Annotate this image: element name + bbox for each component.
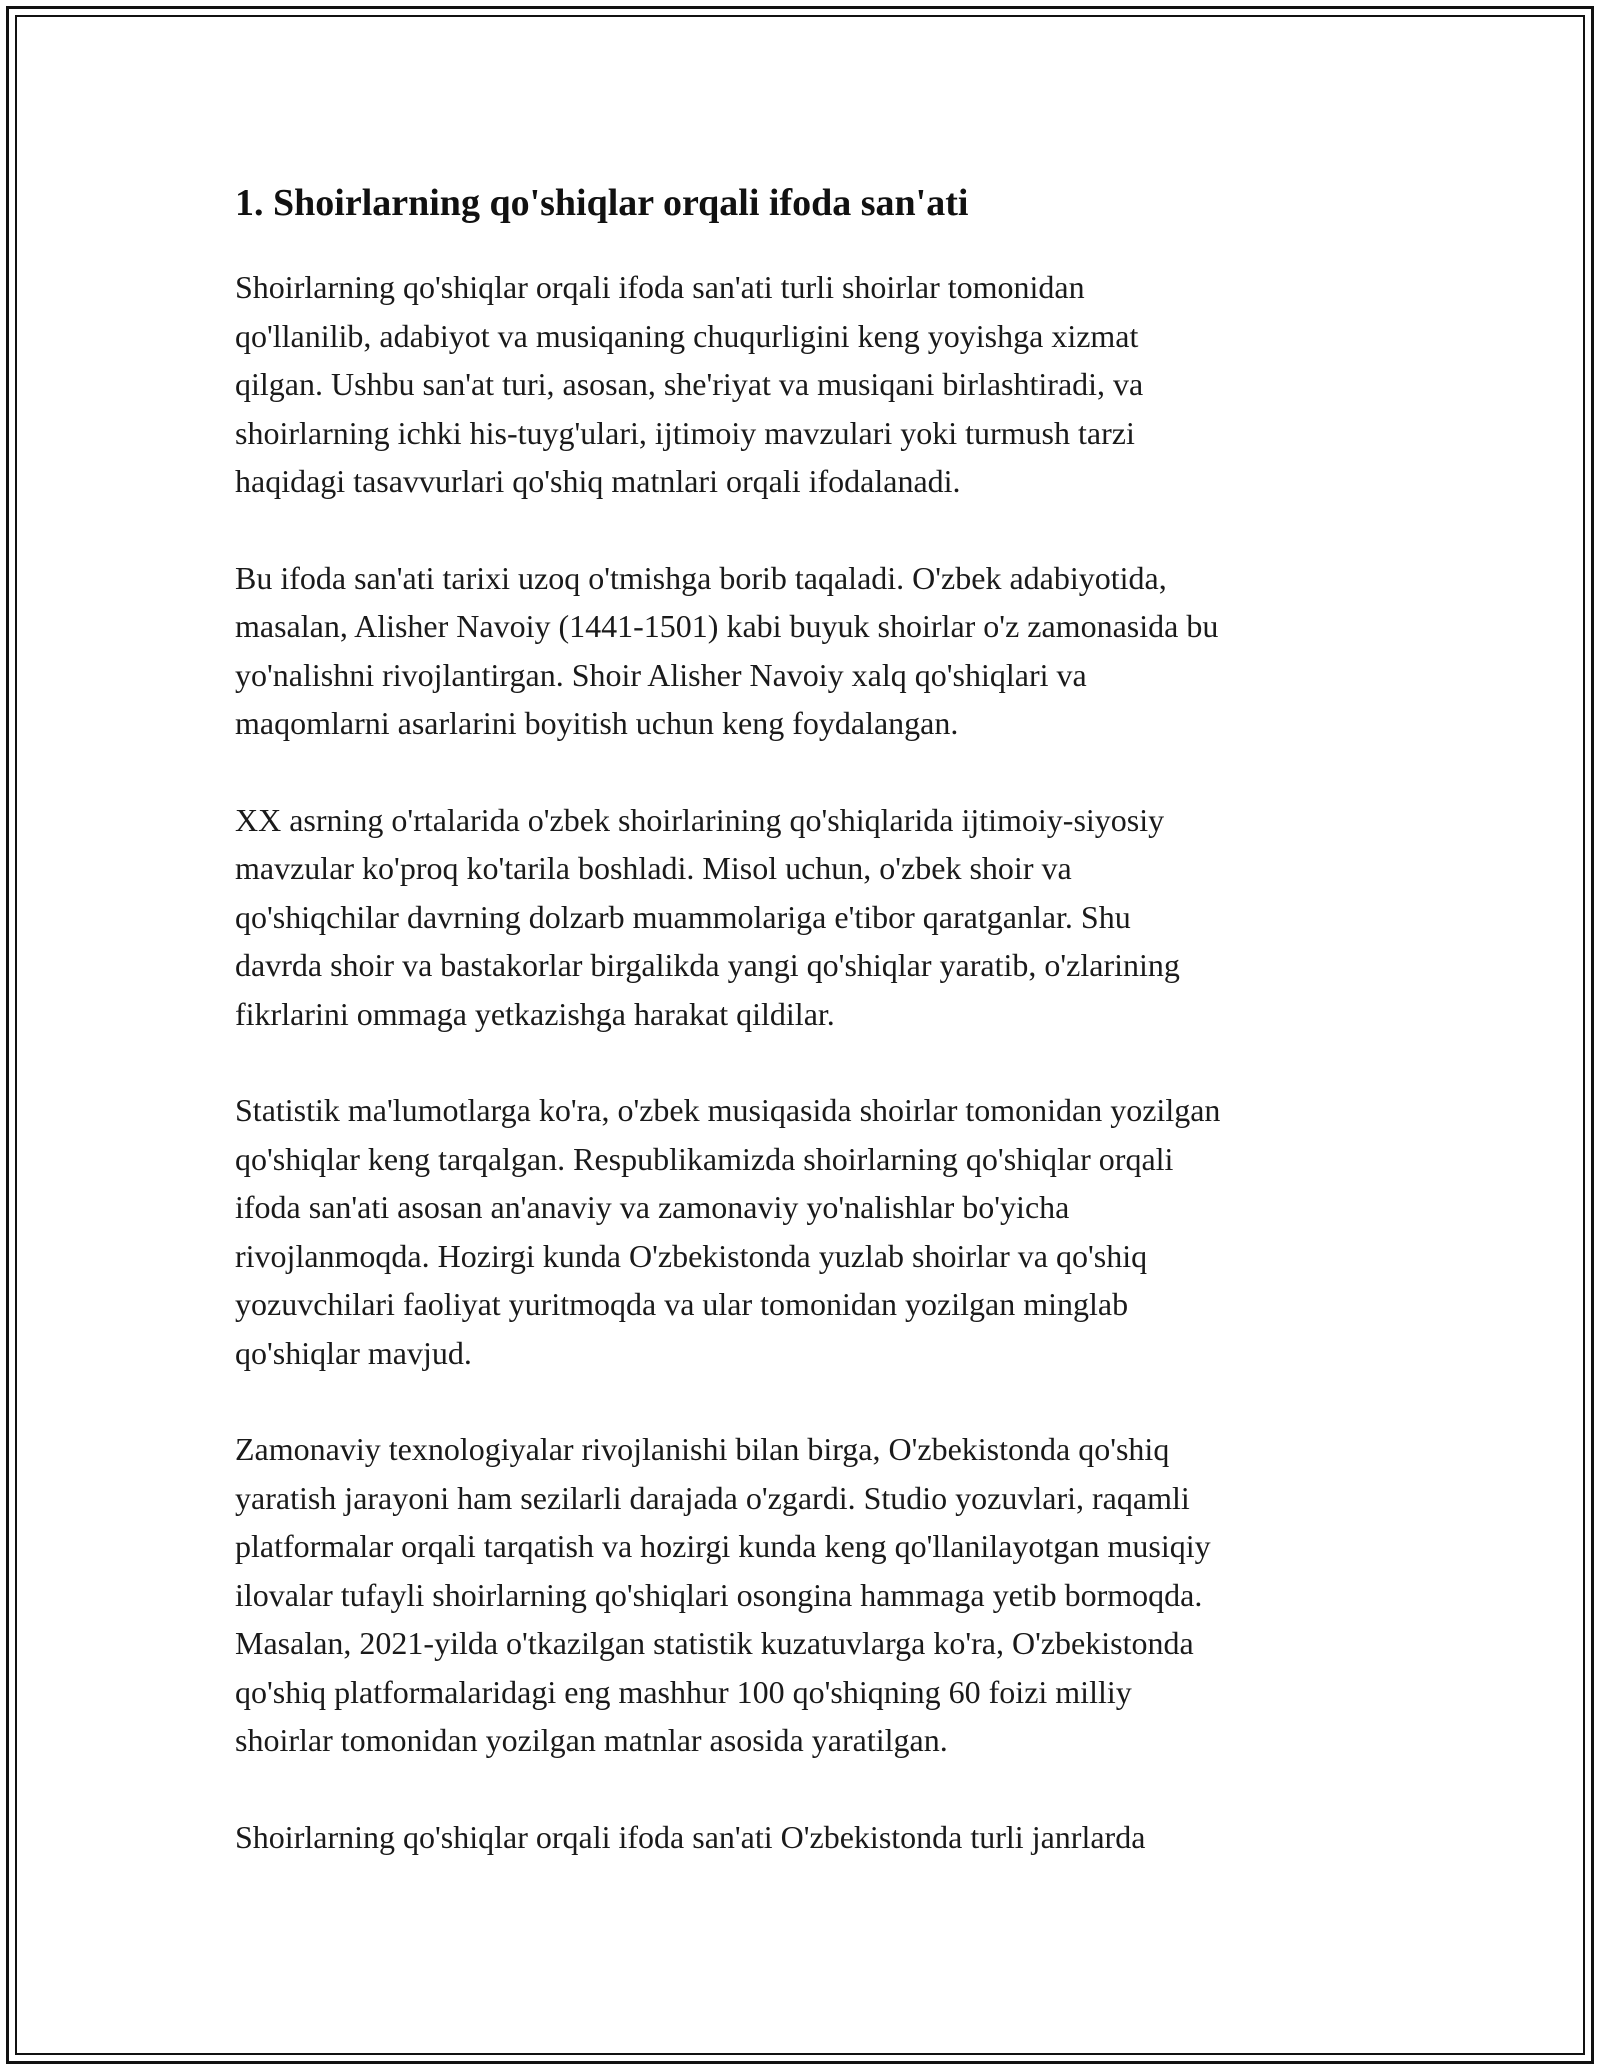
text-line: Shoirlarning qo'shiqlar orqali ifoda san'ati O'zbekistonda turli janrlarda	[235, 1818, 1146, 1855]
text-line: yo'nalishni rivojlantirgan. Shoir Alisher Navoiy xalq qo'shiqlari va	[235, 656, 1087, 693]
text-line: Shoirlarning qo'shiqlar orqali ifoda san'ati turli shoirlar tomonidan	[235, 269, 1085, 306]
text-line: Masalan, 2021-yilda o'tkazilgan statistik kuzatuvlarga ko'ra, O'zbekistonda	[235, 1625, 1194, 1662]
paragraph-6	[235, 1813, 1370, 1862]
document-body	[235, 178, 1370, 1909]
text-line: Statistik ma'lumotlarga ko'ra, o'zbek musiqasida shoirlar tomonidan yozilgan	[235, 1092, 1221, 1129]
text-line: Zamonaviy texnologiyalar rivojlanishi bilan birga, O'zbekistonda qo'shiq	[235, 1431, 1170, 1468]
paragraph-5	[235, 1425, 1370, 1765]
text-line: qo'shiqchilar davrning dolzarb muammolariga e'tibor qaratganlar. Shu	[235, 898, 1131, 935]
text-line: shoirlar tomonidan yozilgan matnlar asosida yaratilgan.	[235, 1722, 948, 1759]
paragraph-4	[235, 1086, 1370, 1377]
paragraph-2	[235, 554, 1370, 748]
text-line: masalan, Alisher Navoiy (1441-1501) kabi buyuk shoirlar o'z zamonasida bu	[235, 608, 1219, 645]
text-line: rivojlanmoqda. Hozirgi kunda O'zbekistonda yuzlab shoirlar va qo'shiq	[235, 1237, 1148, 1274]
paragraph-3	[235, 796, 1370, 1039]
text-line: qilgan. Ushbu san'at turi, asosan, she'riyat va musiqani birlashtiradi, va	[235, 366, 1144, 403]
text-line: yozuvchilari faoliyat yuritmoqda va ular tomonidan yozilgan minglab	[235, 1286, 1129, 1323]
text-line: qo'llanilib, adabiyot va musiqaning chuqurligini keng yoyishga xizmat	[235, 317, 1139, 354]
text-line: maqomlarni asarlarini boyitish uchun keng foydalangan.	[235, 705, 959, 742]
text-line: ilovalar tufayli shoirlarning qo'shiqlari osongina hammaga yetib bormoqda.	[235, 1576, 1203, 1613]
text-line: qo'shiqlar mavjud.	[235, 1334, 472, 1371]
text-line: shoirlarning ichki his-tuyg'ulari, ijtimoiy mavzulari yoki turmush tarzi	[235, 414, 1135, 451]
text-line: Bu ifoda san'ati tarixi uzoq o'tmishga borib taqaladi. O'zbek adabiyotida,	[235, 559, 1167, 596]
text-line: qo'shiqlar keng tarqalgan. Respublikamizda shoirlarning qo'shiqlar orqali	[235, 1140, 1174, 1177]
text-line: platformalar orqali tarqatish va hozirgi kunda keng qo'llanilayotgan musiqiy	[235, 1528, 1211, 1565]
text-line: haqidagi tasavvurlari qo'shiq matnlari orqali ifodalanadi.	[235, 463, 961, 500]
text-line: yaratish jarayoni ham sezilarli darajada o'zgardi. Studio yozuvlari, raqamli	[235, 1479, 1190, 1516]
text-line: qo'shiq platformalaridagi eng mashhur 100 qo'shiqning 60 foizi milliy	[235, 1673, 1132, 1710]
paragraph-1	[235, 263, 1370, 506]
text-line: fikrlarini ommaga yetkazishga harakat qildilar.	[235, 995, 835, 1032]
section-title: 1. Shoirlarning qo'shiqlar orqali ifoda san'ati	[235, 182, 969, 224]
text-line: ifoda san'ati asosan an'anaviy va zamonaviy yo'nalishlar bo'yicha	[235, 1189, 1070, 1226]
text-line: XX asrning o'rtalarida o'zbek shoirlarining qo'shiqlarida ijtimoiy-siyosiy	[235, 801, 1165, 838]
text-line: mavzular ko'proq ko'tarila boshladi. Misol uchun, o'zbek shoir va	[235, 850, 1072, 887]
text-line: davrda shoir va bastakorlar birgalikda yangi qo'shiqlar yaratib, o'zlarining	[235, 947, 1180, 984]
